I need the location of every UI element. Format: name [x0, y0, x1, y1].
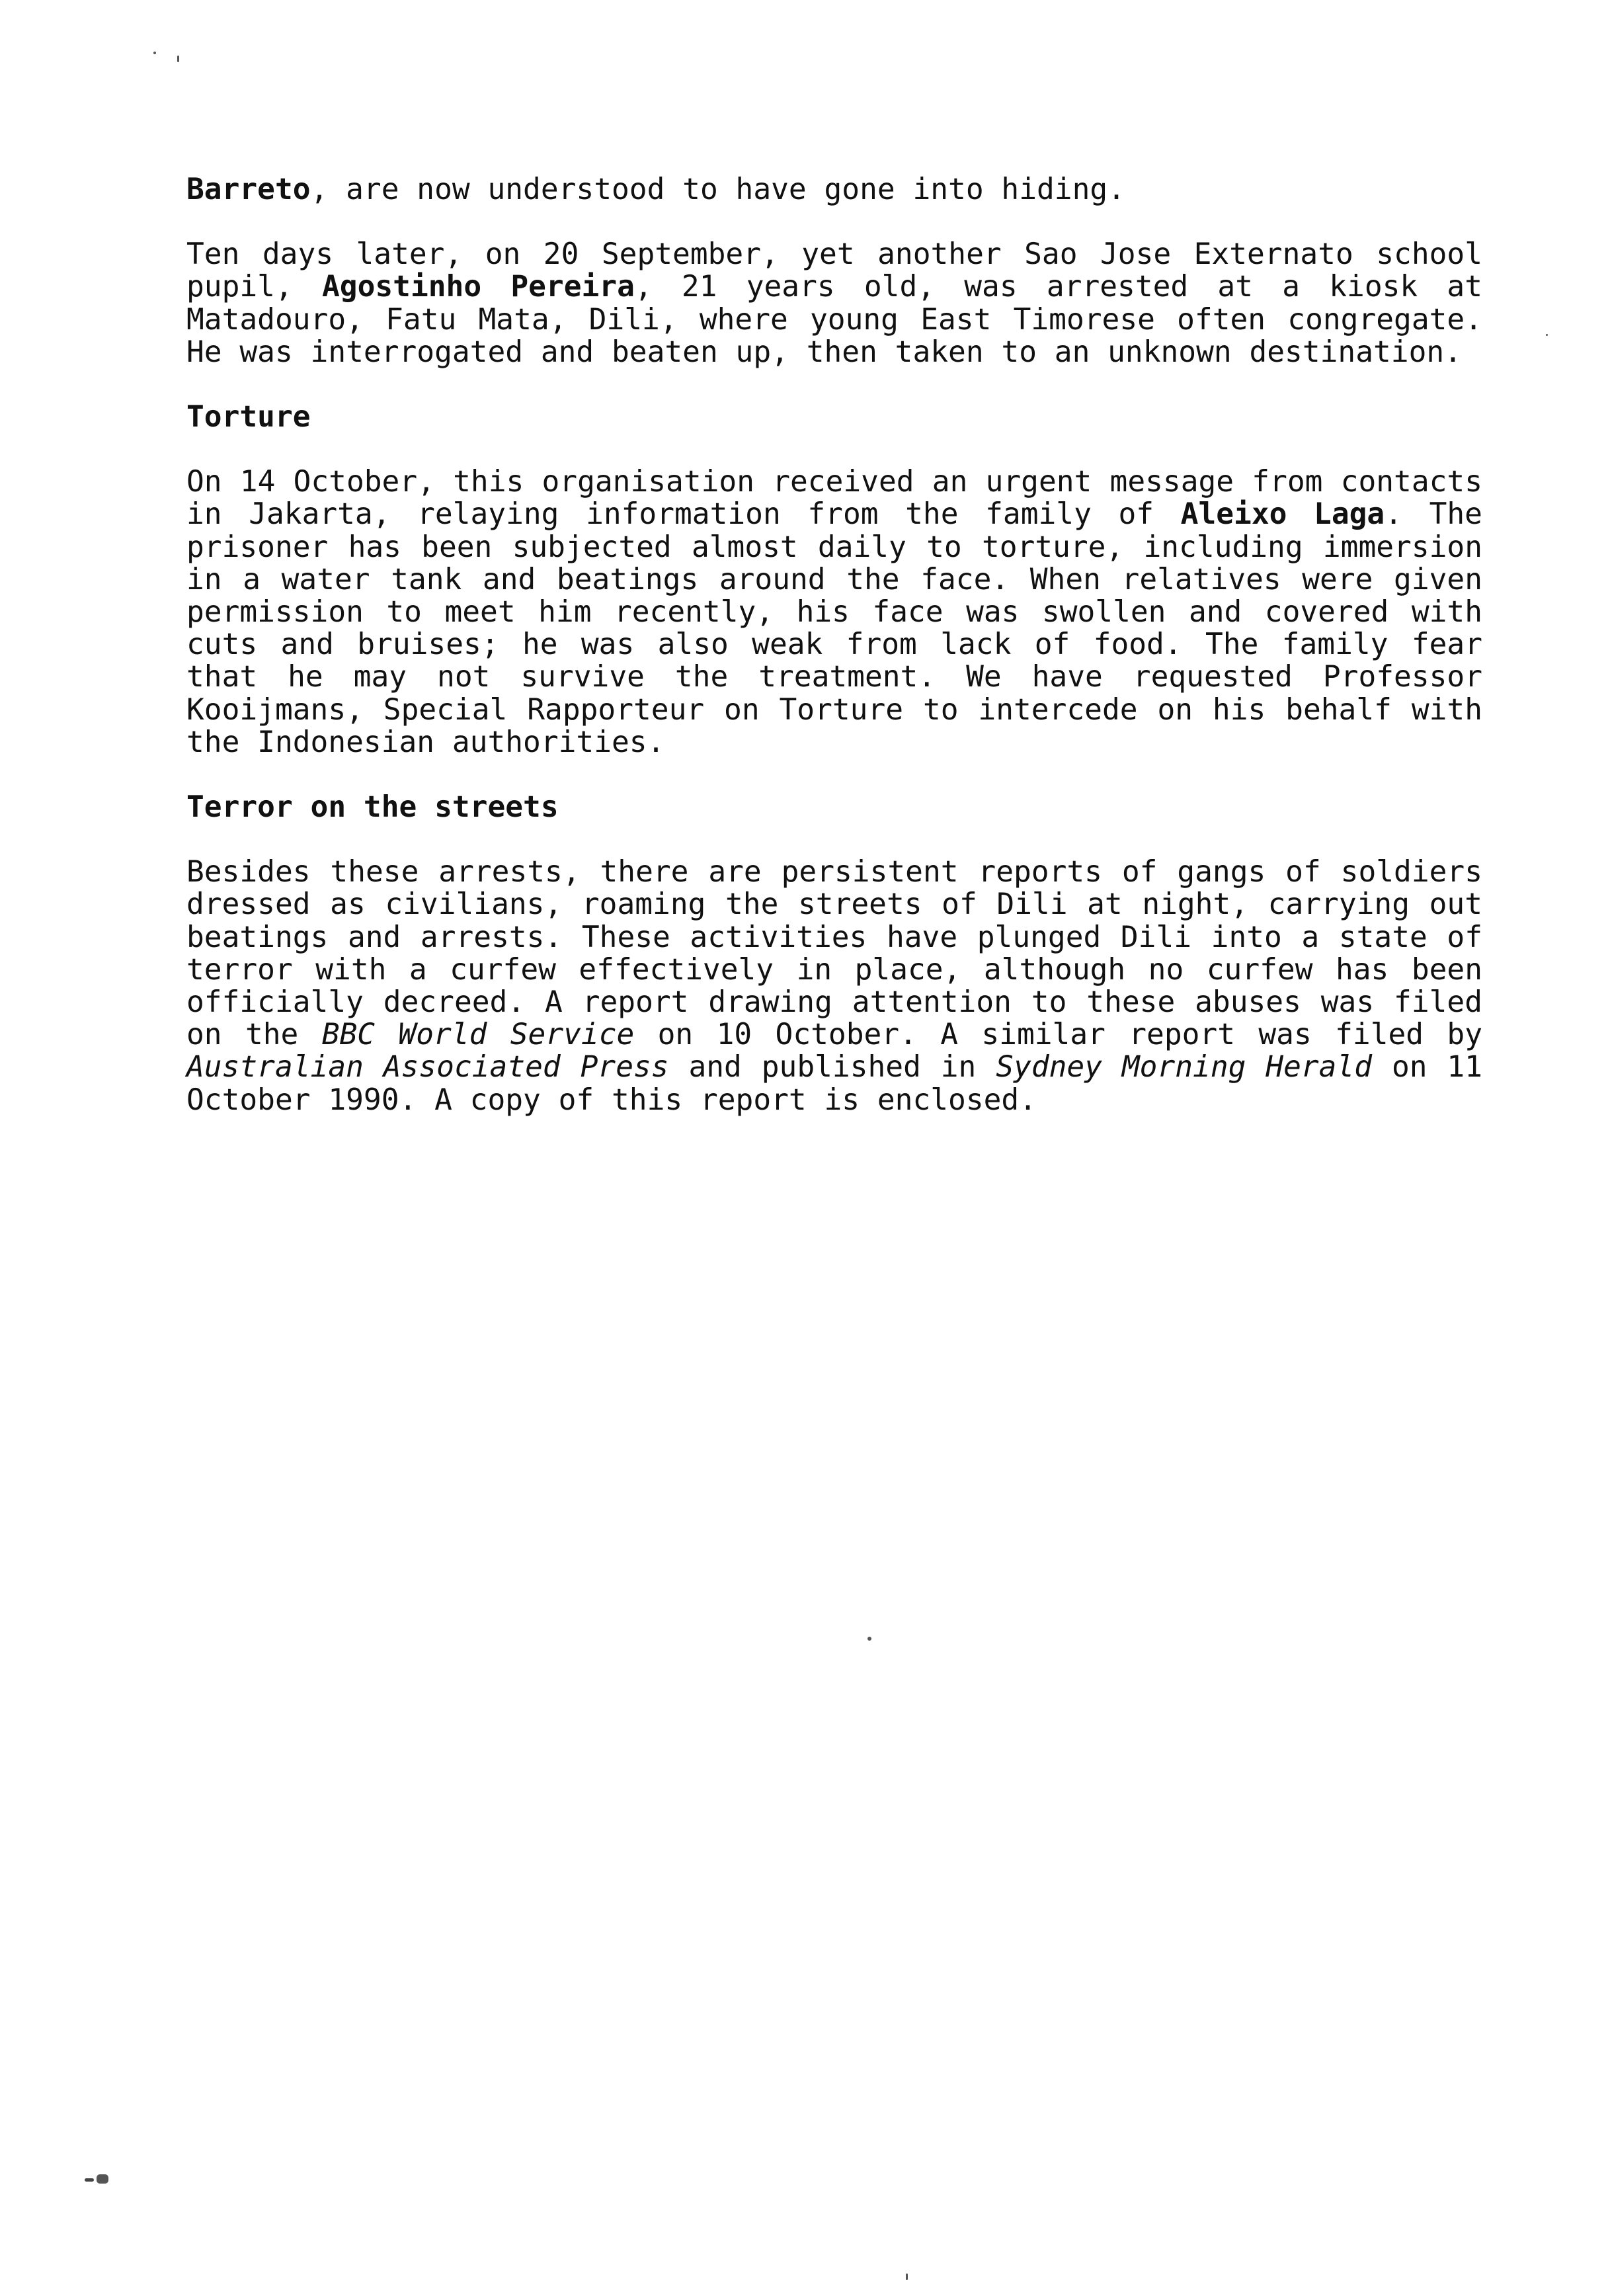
heading-torture: Torture [186, 400, 311, 434]
paragraph-torture [186, 466, 1482, 758]
scan-speck [906, 2274, 908, 2280]
scan-speck [97, 2174, 108, 2184]
paragraph-terror-t1: Besides these arrests, there are persistent reports of gangs of soldiers dressed as civilians, roaming the streets of Dili at night, carrying out beatings and arrests. These activities have plunged Dili into a state of terror with a curfew effectively in place, although no curfew has been officially decreed. A report drawing attention to these abuses was filed on the [186, 855, 1482, 1052]
source-bbc-world-service: BBC World Service [321, 1018, 635, 1052]
paragraph-terror-t3: and published in [668, 1050, 996, 1085]
paragraph-hiding-text: , are now understood to have gone into hiding. [310, 173, 1125, 206]
paragraph-hiding [186, 173, 1482, 206]
name-barreto: Barreto [186, 173, 311, 206]
scan-speck [1546, 334, 1548, 336]
name-agostinho-pereira: Agostinho Pereira [321, 270, 635, 304]
paragraph-arrest [186, 238, 1482, 368]
paragraph-torture-pre: On 14 October, this organisation received an urgent message from contacts in Jakarta, relaying information from the family of [186, 465, 1482, 532]
scan-speck [153, 52, 156, 54]
paragraph-arrest-post: , 21 years old, was arrested at a kiosk at Matadouro, Fatu Mata, Dili, where young East Timorese often congregate. He was interrogated and beaten up, then taken to an unknown destination. [186, 270, 1483, 369]
scan-speck [867, 1637, 871, 1641]
source-australian-associated-press: Australian Associated Press [186, 1050, 669, 1085]
scan-speck [177, 56, 179, 62]
paragraph-terror [186, 856, 1482, 1116]
name-aleixo-laga: Aleixo Laga [1180, 497, 1385, 532]
paragraph-torture-post: . The prisoner has been subjected almost daily to torture, including immersion in a water tank and beatings around the face. When relatives were given permission to meet him recently, his face was swollen and covered with cuts and bruises; he was also weak from lack of food. The family fear that he may not survive the treatment. We have requested Professor Kooijmans, Special Rapporteur on Torture to intercede on his behalf with the Indonesian authorities. [186, 497, 1482, 759]
scan-speck [85, 2178, 94, 2182]
heading-terror-on-streets: Terror on the streets [186, 790, 559, 825]
paragraph-arrest-pre: Ten days later, on 20 September, yet another Sao Jose Externato school pupil, [186, 237, 1482, 304]
document-body [186, 173, 1482, 1116]
paragraph-terror-t4: on 11 October 1990. A copy of this report is enclosed. [186, 1050, 1483, 1117]
source-sydney-morning-herald: Sydney Morning Herald [996, 1050, 1373, 1085]
paragraph-terror-t2: on 10 October. A similar report was filed by [634, 1018, 1483, 1052]
